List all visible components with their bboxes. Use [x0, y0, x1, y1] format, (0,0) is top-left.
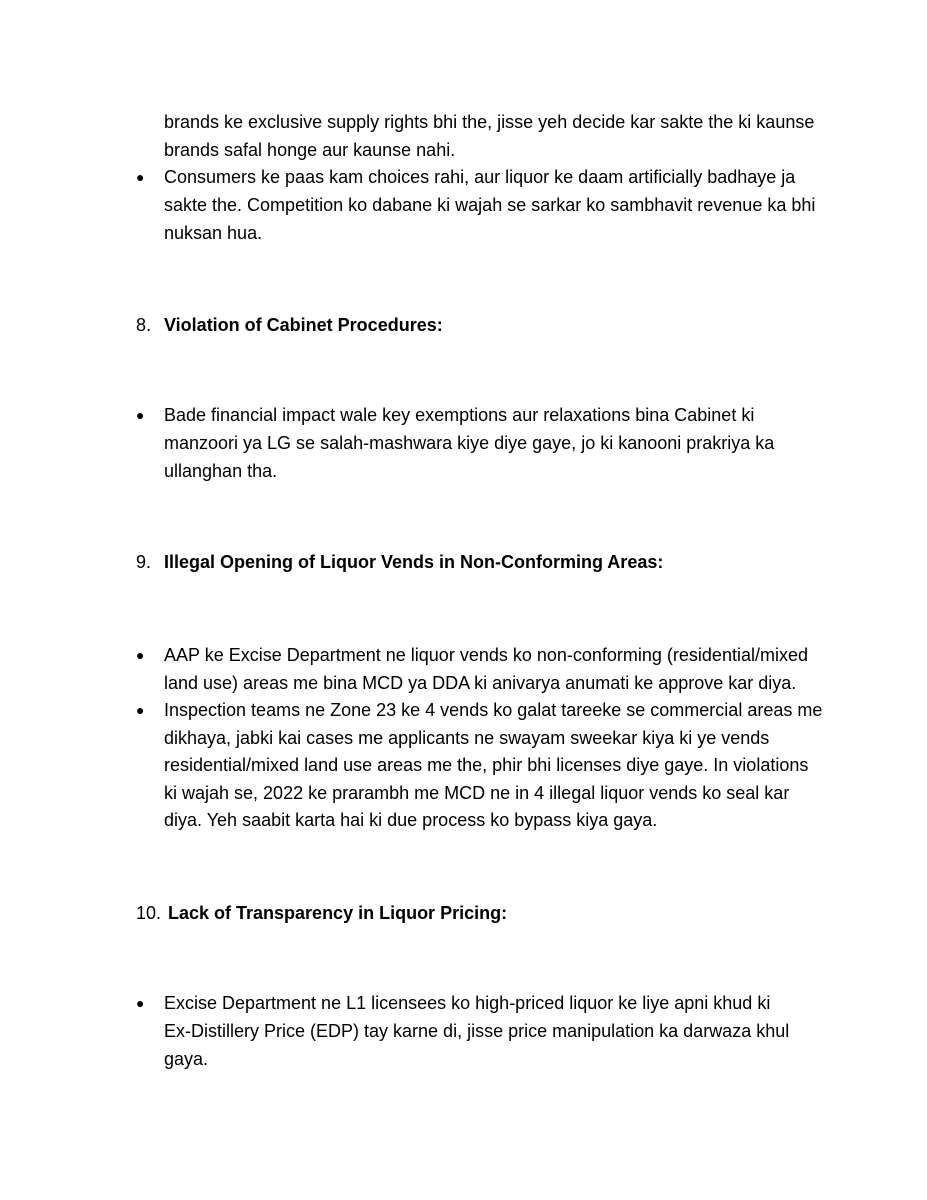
bullet-line: nuksan hua.	[164, 223, 263, 243]
bullet-line: land use) areas me bina MCD ya DDA ki anivarya anumati ke approve kar diya.	[164, 673, 797, 693]
bullet-line: residential/mixed land use areas me the, phir bhi licenses diye gaye. In violations	[164, 755, 809, 775]
bullet-line: diya. Yeh saabit karta hai ki due process ko bypass kiya gaya.	[164, 810, 658, 830]
bullet-line: ki wajah se, 2022 ke prarambh me MCD ne in 4 illegal liquor vends ko seal kar	[164, 783, 790, 803]
bullet-line: ullanghan tha.	[164, 461, 278, 481]
bullet-icon: ●	[136, 702, 145, 718]
section-number: 8.	[136, 315, 152, 335]
bullet-line: Consumers ke paas kam choices rahi, aur liquor ke daam artificially badhaye ja	[164, 167, 796, 187]
paragraph-line: brands safal honge aur kaunse nahi.	[164, 140, 456, 160]
bullet-line: gaya.	[164, 1049, 209, 1069]
bullet-line: sakte the. Competition ko dabane ki wajah se sarkar ko sambhavit revenue ka bhi	[164, 195, 816, 215]
bullet-line: Bade financial impact wale key exemptions aur relaxations bina Cabinet ki	[164, 405, 755, 425]
bullet-icon: ●	[136, 407, 145, 423]
paragraph-line: brands ke exclusive supply rights bhi the, jisse yeh decide kar sakte the ki kaunse	[164, 112, 815, 132]
bullet-line: manzoori ya LG se salah-mashwara kiye diye gaye, jo ki kanooni prakriya ka	[164, 433, 775, 453]
bullet-line: AAP ke Excise Department ne liquor vends ko non-conforming (residential/mixed	[164, 645, 808, 665]
bullet-line: dikhaya, jabki kai cases me applicants ne swayam sweekar kiya ki ye vends	[164, 728, 770, 748]
section-heading: Violation of Cabinet Procedures:	[164, 315, 443, 335]
bullet-icon: ●	[136, 647, 145, 663]
bullet-icon: ●	[136, 169, 145, 185]
section-heading: Illegal Opening of Liquor Vends in Non-Conforming Areas:	[164, 552, 664, 572]
section-number: 9.	[136, 552, 152, 572]
section-heading: Lack of Transparency in Liquor Pricing:	[168, 903, 508, 923]
bullet-line: Excise Department ne L1 licensees ko high-priced liquor ke liye apni khud ki	[164, 993, 771, 1013]
bullet-line: Ex-Distillery Price (EDP) tay karne di, jisse price manipulation ka darwaza khul	[164, 1021, 790, 1041]
bullet-line: Inspection teams ne Zone 23 ke 4 vends ko galat tareeke se commercial areas me	[164, 700, 823, 720]
bullet-icon: ●	[136, 995, 145, 1011]
section-number: 10.	[136, 903, 162, 923]
